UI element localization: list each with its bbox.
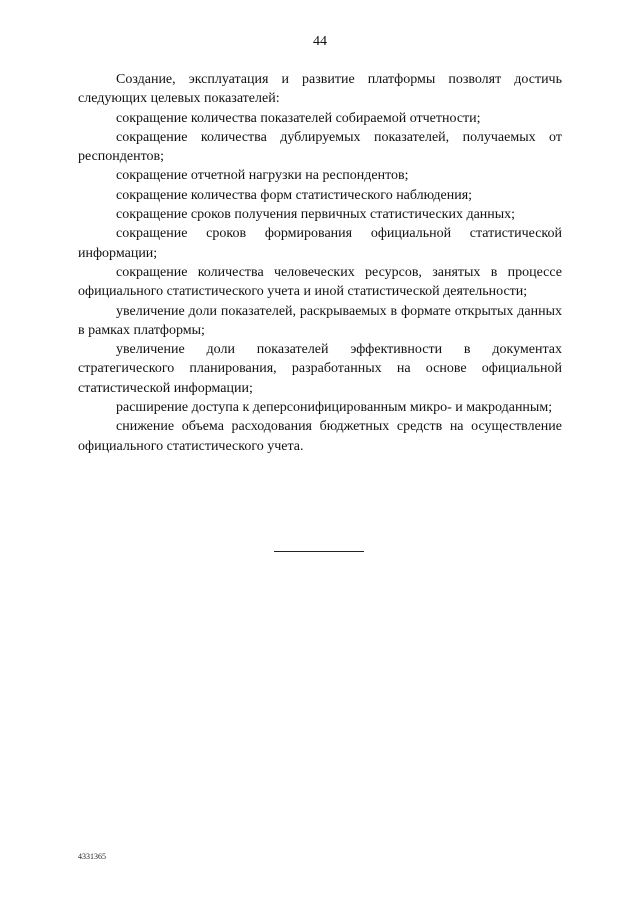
list-item: снижение объема расходования бюджетных средств на осуществление официального статистического учета.	[78, 419, 562, 454]
document-body	[78, 70, 562, 456]
list-item: сокращение количества показателей собираемой отчетности;	[116, 110, 481, 126]
list-item: сокращение количества форм статистического наблюдения;	[116, 187, 473, 203]
list-item: сокращение сроков формирования официальной статистической информации;	[78, 226, 562, 261]
list-item: расширение доступа к деперсонифицированным микро- и макроданным;	[116, 400, 553, 416]
list-item: увеличение доли показателей, раскрываемых в формате открытых данных в рамках платформы;	[78, 303, 562, 338]
end-separator-line	[274, 551, 364, 552]
list-item: сокращение количества человеческих ресурсов, занятых в процессе официального статистического учета и иной статистической деятельности;	[78, 264, 562, 300]
list-item: сокращение сроков получения первичных статистических данных;	[116, 207, 516, 223]
list-item: сокращение отчетной нагрузки на респондентов;	[116, 168, 409, 184]
page-number: 44	[313, 34, 327, 49]
list-item: сокращение количества дублируемых показателей, получаемых от респондентов;	[78, 129, 562, 165]
document-code: 4331365	[78, 852, 106, 861]
list-item: увеличение доли показателей эффективности в документах стратегического планирования, разработанных на основе официальной статистической информации;	[78, 342, 562, 396]
intro-paragraph: Создание, эксплуатация и развитие платформы позволят достичь следующих целевых показателей:	[78, 72, 562, 107]
